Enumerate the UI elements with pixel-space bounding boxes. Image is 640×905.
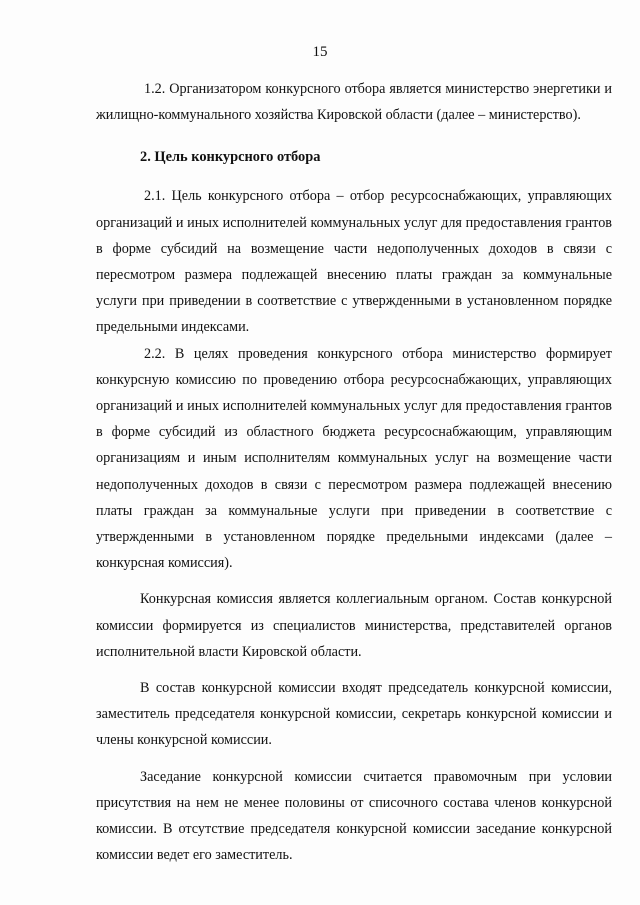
- document-body: [96, 76, 612, 868]
- paragraph-2-2: 2.2. В целях проведения конкурсного отбора министерство формирует конкурсную комиссию по проведению отбора ресурсоснабжающих, управляющих организаций и иных исполнителей коммунальных услуг для предоставления грантов в форме субсидий из областного бюджета ресурсоснабжающим, управляющим организациям и иным исполнителям коммунальных услуг на возмещение части недополученных доходов в связи с пересмотром размера подлежащей внесению платы граждан за коммунальные услуги при приведении в соответствие с утвержденными в установленном порядке предельными индексами (далее – конкурсная комиссия).: [96, 345, 612, 572]
- paragraph-1-2: 1.2. Организатором конкурсного отбора является министерство энергетики и жилищно-коммунального хозяйства Кировской области (далее – министерство).: [96, 81, 612, 124]
- page-number: 15: [312, 44, 328, 60]
- paragraph-commission-quorum: Заседание конкурсной комиссии считается правомочным при условии присутствия на нем не менее половины от списочного состава членов конкурсной комиссии. В отсутствие председателя конкурсной комиссии заседание конкурсной комиссии ведет его заместитель.: [96, 768, 612, 864]
- paragraph-commission-members: В состав конкурсной комиссии входят председатель конкурсной комиссии, заместитель председателя конкурсной комиссии, секретарь конкурсной комиссии и члены конкурсной комиссии.: [96, 680, 612, 749]
- paragraph-2-1: 2.1. Цель конкурсного отбора – отбор ресурсоснабжающих, управляющих организаций и иных исполнителей коммунальных услуг для предоставления грантов в форме субсидий на возмещение части недополученных доходов в связи с пересмотром размера подлежащей внесению платы граждан за коммунальные услуги при приведении в соответствие с утвержденными в установленном порядке предельными индексами.: [96, 188, 612, 336]
- paragraph-commission-type: Конкурсная комиссия является коллегиальным органом. Состав конкурсной комиссии формируется из специалистов министерства, представителей органов исполнительной власти Кировской области.: [96, 591, 612, 660]
- section-heading: 2. Цель конкурсного отбора: [140, 149, 321, 166]
